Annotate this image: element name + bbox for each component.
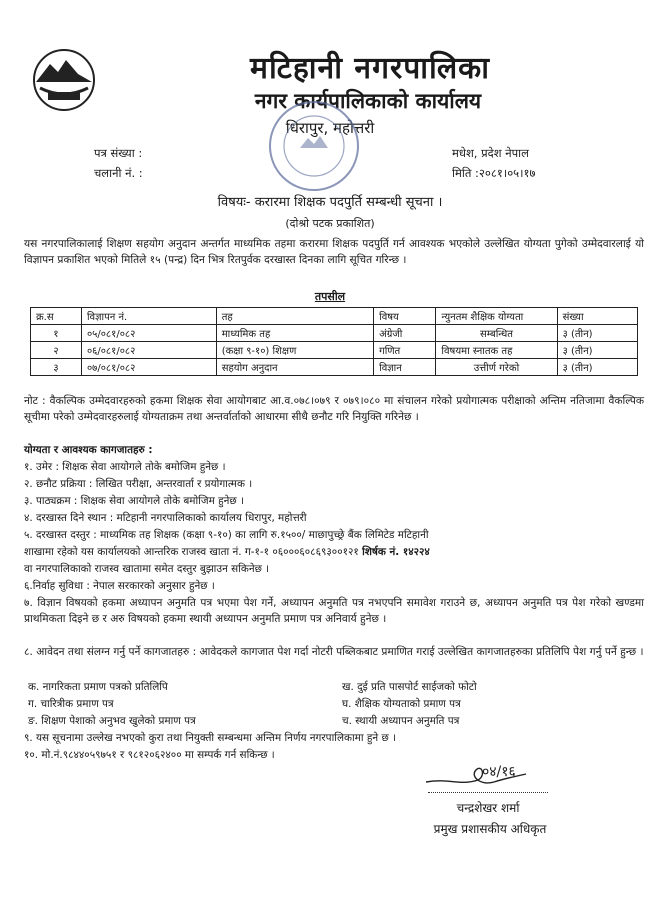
signatory-post: प्रमुख प्रशासकीय अधिकृत (433, 822, 547, 836)
date-label: मिति :२०८१।०५।१७ (452, 166, 536, 180)
signatory-name: चन्द्रशेखर शर्मा (456, 801, 520, 815)
cell: ०७/०८१/०८२ (81, 359, 216, 376)
requirement-item: ६.निर्वाह सुविधा : नेपाल सरकारको अनुसार हुनेछ । (24, 580, 215, 592)
notice-intro: यस नगरपालिकालाई शिक्षण सहयोग अनुदान अन्तर्गत माध्यमिक तहमा करारमा शिक्षक पदपुर्ति गर्न आवश्यक भएकोले उल्लेखित योग्यता पुगेको उम्मेदवारलाई यो विज्ञापन प्रकाशित भएको मितिले १५ (पन्द्र) दिन भित्र रितपुर्वक दरखास्त दिनका लागि सूचित गरिन्छ । (24, 238, 644, 266)
cell: उत्तीर्ण गरेको (436, 359, 557, 376)
vacancy-table (30, 307, 638, 376)
office-location: धिरापुर, महोत्तरी (285, 119, 375, 137)
official-stamp (266, 98, 362, 194)
cell: विषयमा स्नातक तह (436, 342, 557, 359)
requirement-item-fee: ५. दरखास्त दस्तुर : माध्यमिक तह शिक्षक (कक्षा ९-१०) का लागि रु.१५००/ माछापुच्छ्रे बैंक लिमिटेड मटिहानी (24, 529, 429, 541)
table-row (31, 342, 638, 359)
table-row (31, 359, 638, 376)
dispatch-number-label: चलानी नं. : (94, 166, 143, 180)
signature-line (428, 792, 548, 793)
requirement-item-documents: ८. आवेदन तथा संलग्न गर्नु पर्ने कागजातहरु : आवेदकले कागजात पेश गर्दा नोटरी पब्लिकबाट प्रमाणित गराई उल्लेखित कागजातहरुका प्रतिलिपि पेश गर्नु पर्ने हुन्छ । (24, 646, 644, 658)
requirement-item: २. छनौट प्रक्रिया : लिखित परीक्षा, अन्तरवार्ता र प्रयोगात्मक । (24, 478, 253, 490)
col-header: विषय (374, 308, 436, 325)
requirements-heading: योग्यता र आवश्यक कागजातहरु : (24, 444, 153, 456)
cell: ०६/०८१/०८२ (81, 342, 216, 359)
document-item: च. स्थायी अध्यापन अनुमति पत्र (342, 715, 460, 727)
municipality-name: मटिहानी नगरपालिका (250, 51, 490, 86)
cell: ३ (तीन) (557, 342, 637, 359)
contact-numbers: १०. मो.नं.९८४४०५९७५१ र ९८१२०६२४०० मा सम्पर्क गर्न सकिन्छ । (24, 749, 275, 761)
col-header: तह (216, 308, 373, 325)
cell: ३ (तीन) (557, 359, 637, 376)
document-item: ङ. शिक्षण पेशाको अनुभव खुलेको प्रमाण पत्र (28, 715, 196, 727)
requirement-item: ३. पाठ्यक्रम : शिक्षक सेवा आयोगले तोके बमोजिम हुनेछ । (24, 495, 244, 507)
requirement-item-fee-alt: वा नगरपालिकाको राजस्व खातामा समेत दस्तुर बुझाउन सकिनेछ । (24, 563, 270, 575)
office-name: नगर कार्यपालिकाको कार्यालय (254, 89, 482, 113)
note-paragraph: नोट : वैकल्पिक उम्मेदवारहरुको हकमा शिक्षक सेवा आयोगबाट आ.व.०७८।०७९ र ०७९।०८० मा संचालन गरेको प्रयोगात्मक परीक्षाको अन्तिम नतिजामा वैकल्पिक सूचीमा परेको उम्मेदवारहरुलाई योग्यताक्रम तथा अन्तर्वार्ताको आधारमा सीधै छनौट गरि नियुक्ति गरिनेछ । (24, 395, 644, 423)
cell: गणित (374, 342, 436, 359)
requirement-item-fee-account (24, 545, 644, 561)
document-item: घ. शैक्षिक योग्यताको प्रमाण पत्र (342, 698, 461, 710)
requirement-item: ४. दरखास्त दिने स्थान : मटिहानी नगरपालिकाको कार्यालय धिरापुर, महोत्तरी (24, 512, 307, 524)
col-header: संख्या (557, 308, 637, 325)
handwritten-signature (420, 752, 530, 802)
cell: ०५/०८१/०८२ (81, 325, 216, 342)
cell: (कक्षा ९-१०) शिक्षण (216, 342, 373, 359)
fee-account-text: शाखामा रहेको यस कार्यालयको आन्तरिक राजस्व खाता नं. ग-१-१ ०६०००६०८६९३००१२१ (24, 546, 359, 558)
cell: सम्बन्धित (436, 325, 557, 342)
requirement-item: १. उमेर : शिक्षक सेवा आयोगले तोके बमोजिम हुनेछ । (24, 461, 226, 473)
cell: माध्यमिक तह (216, 325, 373, 342)
table-header-row (31, 308, 638, 325)
cell: अंग्रेजी (374, 325, 436, 342)
cell: २ (31, 342, 82, 359)
cell: विज्ञान (374, 359, 436, 376)
municipality-emblem (26, 42, 102, 118)
requirement-item: ९. यस सूचनामा उल्लेख नभएको कुरा तथा नियुक्ती सम्बन्धमा अन्तिम निर्णय नगरपालिकामा हुने छ । (24, 732, 396, 744)
cell: १ (31, 325, 82, 342)
notice-subject: विषयः- करारमा शिक्षक पदपुर्ति सम्बन्धी सूचना । (217, 195, 443, 210)
col-header: न्युनतम शैक्षिक योग्यता (436, 308, 557, 325)
col-header: क्र.स (31, 308, 82, 325)
document-item: ख. दुई प्रति पासपोर्ट साईजको फोटो (342, 681, 477, 693)
fee-heading-number: शिर्षक नं. १४२२४ (362, 546, 430, 558)
requirement-item-license: ७. विज्ञान विषयको हकमा अध्यापन अनुमति पत्र भएमा पेश गर्ने, अध्यापन अनुमति पत्र नभएपनि समावेश गराउने छ, अध्यापन अनुमति पत्र पेश गरेको खण्डमा प्राथमिकता दिइने छ र अरु विषयको हकमा स्थायी अध्यापन अनुमति प्रमाण पत्र अनिवार्य हुनेछ । (24, 597, 644, 625)
document-item: ग. चारित्रीक प्रमाण पत्र (28, 698, 114, 710)
details-caption: तपसील (314, 290, 346, 303)
letter-number-label: पत्र संख्या : (94, 146, 143, 160)
cell: ३ (तीन) (557, 325, 637, 342)
col-header: विज्ञापन नं. (81, 308, 216, 325)
signature-date-mark: ०४/१६ (482, 764, 516, 780)
document-item: क. नागरिकता प्रमाण पत्रको प्रतिलिपि (28, 681, 168, 693)
notice-subtitle: (दोश्रो पटक प्रकाशित) (285, 217, 375, 230)
cell: ३ (31, 359, 82, 376)
province-label: मधेश, प्रदेश नेपाल (452, 146, 529, 160)
table-row (31, 325, 638, 342)
cell: सहयोग अनुदान (216, 359, 373, 376)
